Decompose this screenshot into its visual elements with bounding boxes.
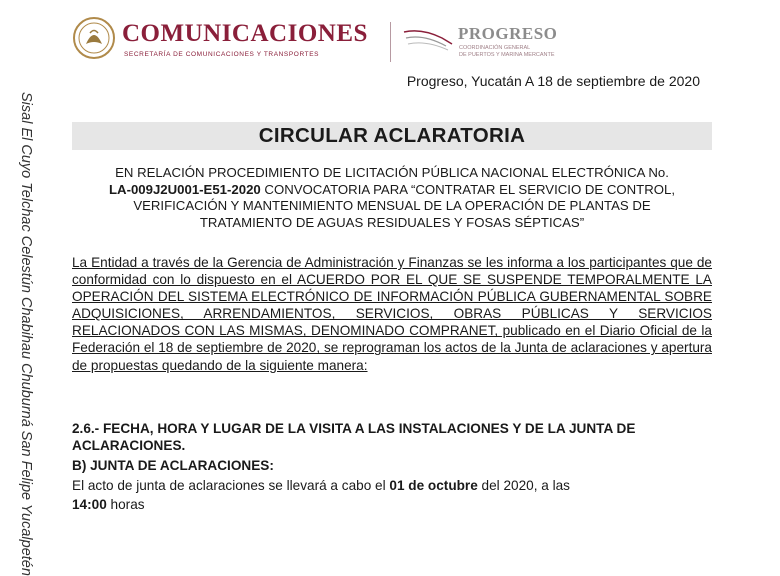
reference-line-2 <box>70 182 714 199</box>
body-paragraph: La Entidad a través de la Gerencia de Administración y Finanzas se les informa a los participantes que de conformidad con lo dispuesto en el ACUERDO POR EL QUE SE SUSPENDE TEMPORALMENTE LA OPERACIÓN DEL SISTEMA ELECTRÓNICO DE INFORMACIÓN PÚBLICA GUBERNAMENTAL SOBRE ADQUISICIONES, ARRENDAMIENTOS, SERVICIOS, OBRAS PÚBLICAS Y SERVICIOS RELACIONADOS CON LAS MISMAS, DENOMINADO COMPRANET, publicado en el Diario Oficial de la Federación el 18 de septiembre de 2020, se reprograman los actos de la Junta de aclaraciones y apertura de propuestas quedando de la siguiente manera: <box>72 255 712 373</box>
meeting-paragraph <box>72 476 712 514</box>
section-title: 2.6.- FECHA, HORA Y LUGAR DE LA VISITA A LAS INSTALACIONES Y DE LA JUNTA DE ACLARACIONES. <box>72 421 636 453</box>
meeting-time: 14:00 <box>72 497 107 512</box>
reference-line-2-rest: CONVOCATORIA PARA “CONTRATAR EL SERVICIO DE CONTROL, <box>260 181 675 197</box>
reference-line-1: EN RELACIÓN PROCEDIMIENTO DE LICITACIÓN PÚBLICA NACIONAL ELECTRÓNICA No. <box>115 165 669 180</box>
date-line: Progreso, Yucatán A 18 de septiembre de 2020 <box>406 73 700 89</box>
eagle-seal-icon <box>72 16 116 60</box>
port-subtitle-line-2: DE PUERTOS Y MARINA MERCANTE <box>459 51 555 58</box>
meeting-date: 01 de octubre <box>389 478 478 493</box>
meeting-text-3: horas <box>106 497 145 512</box>
reference-line-3: VERIFICACIÓN Y MANTENIMIENTO MENSUAL DE LA OPERACIÓN DE PLANTAS DE <box>133 198 651 214</box>
meeting-text-1: El acto de junta de aclaraciones se llevará a cabo el <box>72 478 390 493</box>
tender-code: LA-009J2U001-E51-2020 <box>108 181 261 197</box>
letterhead <box>72 10 632 66</box>
meeting-text-2: del 2020, a las <box>477 478 570 493</box>
header-divider <box>390 22 391 62</box>
circular-title: CIRCULAR ACLARATORIA <box>258 124 526 147</box>
port-subtitle <box>459 45 555 58</box>
port-logo-icon <box>402 24 454 54</box>
port-subtitle-line-1: COORDINACIÓN GENERAL <box>459 45 531 51</box>
title-bar <box>72 122 712 150</box>
reference-block <box>70 165 714 231</box>
port-title: PROGRESO <box>458 24 558 43</box>
brand-title: COMUNICACIONES <box>122 20 368 47</box>
brand-subtitle: SECRETARÍA DE COMUNICACIONES Y TRANSPORTES <box>124 51 320 58</box>
subsection-title: B) JUNTA DE ACLARACIONES: <box>72 458 274 473</box>
side-port-list: Sisal El Cuyo Telchac Celestún Chabihau Chuburná San Felipe Yucalpetén <box>18 92 34 576</box>
reference-line-4: TRATAMIENTO DE AGUAS RESIDUALES Y FOSAS SÉPTICAS” <box>199 214 585 230</box>
